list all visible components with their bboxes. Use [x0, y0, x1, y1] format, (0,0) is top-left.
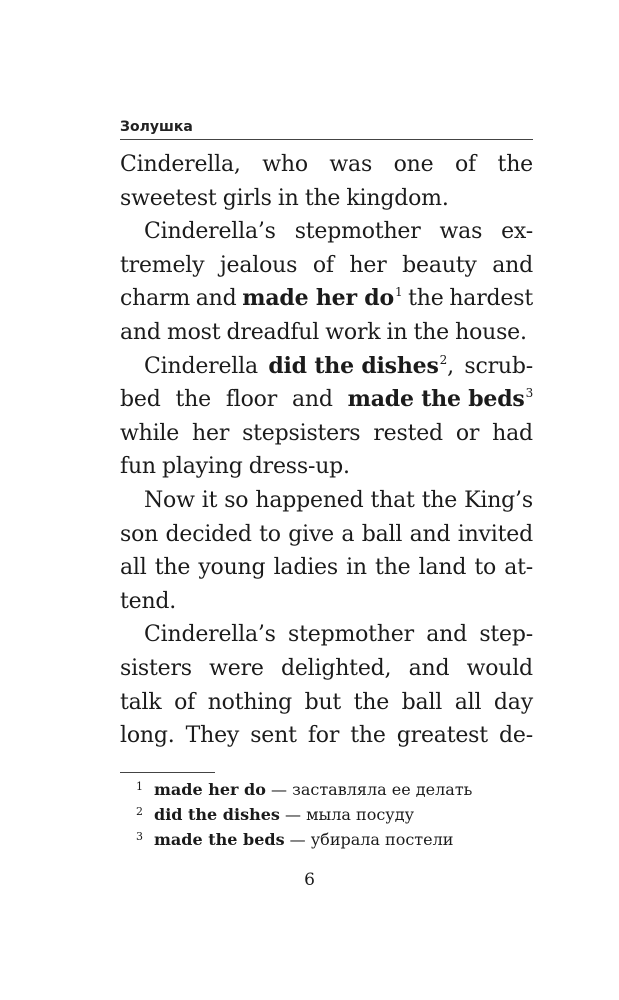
body-text: [120, 148, 533, 753]
footnote-item: 2 did the dishes — мыла посуду: [136, 805, 414, 824]
word: ex-: [501, 219, 533, 245]
word: house.: [455, 319, 527, 345]
word: ladies: [273, 555, 338, 581]
word: decided: [165, 521, 252, 547]
word: greatest: [396, 723, 488, 749]
word: the: [175, 387, 211, 413]
word: of: [455, 152, 476, 177]
text-line: [120, 182, 533, 216]
word: long.: [120, 723, 175, 749]
footnote-item: 1 made her do — заставляла ее делать: [136, 780, 473, 799]
text-line: [120, 417, 533, 451]
word: her: [349, 252, 387, 278]
word: hardest: [449, 286, 533, 312]
word: and: [492, 252, 533, 278]
word: kingdom.: [346, 185, 449, 211]
text-line: [120, 518, 533, 552]
word: dreadful: [226, 319, 320, 345]
word: invited: [457, 521, 533, 547]
glossed-phrase: did the dishes$^2$,: [268, 352, 454, 379]
word: King’s: [464, 487, 533, 513]
word: the: [353, 689, 390, 715]
word: all: [454, 689, 482, 715]
footnote-ref: 2: [439, 352, 448, 367]
word: and: [409, 521, 451, 547]
word: would: [466, 655, 533, 681]
footnote-ref: 1: [394, 285, 403, 300]
text-line: [120, 551, 533, 585]
word: the: [421, 487, 458, 513]
text-line: [120, 686, 533, 720]
word: one: [393, 152, 434, 177]
word: for: [307, 723, 340, 749]
word: and: [408, 655, 450, 681]
word: sent: [250, 723, 297, 749]
header-rule: [120, 139, 533, 140]
word: to: [474, 555, 497, 581]
word: bed: [120, 387, 161, 413]
word: it: [201, 487, 218, 513]
word: stepsisters: [242, 420, 361, 446]
footnote-translation: заставляла ее делать: [292, 780, 473, 799]
word: most: [166, 319, 221, 345]
word: in: [346, 555, 367, 581]
text-line: [120, 484, 533, 518]
footnote-translation: мыла посуду: [306, 805, 414, 824]
footnote-ref: 3: [525, 386, 533, 401]
word: of: [174, 689, 196, 715]
word: the: [154, 555, 191, 581]
word: or: [455, 420, 480, 446]
footnote-term: did the dishes: [154, 805, 280, 824]
word: to: [259, 521, 281, 547]
word: who: [262, 152, 308, 177]
word: and: [291, 387, 333, 413]
word: nothing: [207, 689, 292, 715]
word: work: [325, 319, 381, 345]
word: fun: [120, 454, 156, 480]
footnote-translation: убирала постели: [310, 830, 454, 849]
word: give: [288, 521, 334, 547]
glossed-phrase: made her do$^1$: [242, 285, 403, 312]
word: so: [224, 487, 249, 513]
footnote-separator: [120, 772, 215, 773]
word: that: [370, 487, 415, 513]
word: of: [312, 252, 334, 278]
text-line: [120, 383, 533, 417]
text-line: [120, 316, 533, 350]
word: were: [209, 655, 264, 681]
text-line: [120, 719, 533, 753]
text-line: [120, 215, 533, 249]
word: the: [350, 723, 386, 749]
word: had: [492, 420, 533, 446]
word: ball: [401, 689, 443, 715]
footnote-term: made the beds: [154, 830, 285, 849]
footnotes: [136, 777, 472, 852]
word: beauty: [402, 252, 477, 278]
word: Now: [144, 487, 195, 513]
word: the: [413, 319, 449, 345]
word: the: [497, 152, 533, 177]
word: talk: [120, 689, 162, 715]
text-line: [120, 450, 533, 484]
running-head: Золушка: [120, 119, 193, 135]
word: de-: [499, 723, 533, 749]
word: a: [341, 521, 355, 547]
text-line: [120, 249, 533, 283]
footnote-term: made her do: [154, 780, 266, 799]
word: playing: [162, 454, 243, 480]
word: tremely: [120, 252, 205, 278]
word: tend.: [120, 588, 177, 614]
text-line: [120, 350, 533, 384]
word: floor: [225, 387, 278, 413]
text-line: [120, 282, 533, 316]
word: all: [120, 555, 147, 581]
word: and: [426, 622, 468, 648]
word: scrub-: [464, 353, 533, 379]
word: step-: [479, 622, 533, 648]
text-line: [120, 148, 533, 182]
word: They: [185, 723, 240, 749]
word: and: [120, 319, 161, 345]
word: was: [329, 152, 373, 177]
word: at-: [504, 555, 533, 581]
word: land: [418, 555, 467, 581]
word: jealous: [219, 252, 298, 278]
word: Cinderella’s: [144, 622, 276, 648]
page-number: 6: [304, 870, 315, 890]
word: stepmother: [294, 219, 421, 245]
word: sweetest: [120, 185, 217, 211]
text-line: [120, 618, 533, 652]
word: but: [304, 689, 342, 715]
footnote-item: 3 made the beds — убирала постели: [136, 830, 454, 849]
word: day: [493, 689, 533, 715]
glossed-phrase: made the beds$^3$: [347, 386, 533, 413]
word: the: [408, 286, 444, 312]
word: delighted,: [280, 655, 392, 681]
word: her: [192, 420, 230, 446]
word: sisters: [120, 655, 192, 681]
word: Cinderella’s: [144, 219, 276, 245]
word: stepmother: [288, 622, 414, 648]
word: was: [439, 219, 483, 245]
word: girls: [222, 185, 272, 211]
word: in: [386, 319, 408, 345]
word: in: [277, 185, 299, 211]
text-line: [120, 652, 533, 686]
word: happened: [255, 487, 364, 513]
word: son: [120, 521, 159, 547]
word: dress-up.: [248, 454, 350, 480]
word: Cinderella,: [120, 152, 241, 177]
text-line: [120, 585, 533, 619]
word: Cinderella: [144, 353, 258, 379]
word: the: [375, 555, 411, 581]
word: ball: [361, 521, 403, 547]
word: and: [195, 286, 237, 312]
word: charm: [120, 286, 190, 312]
word: while: [120, 420, 180, 446]
word: young: [198, 555, 266, 581]
word: rested: [373, 420, 443, 446]
word: the: [304, 185, 341, 211]
